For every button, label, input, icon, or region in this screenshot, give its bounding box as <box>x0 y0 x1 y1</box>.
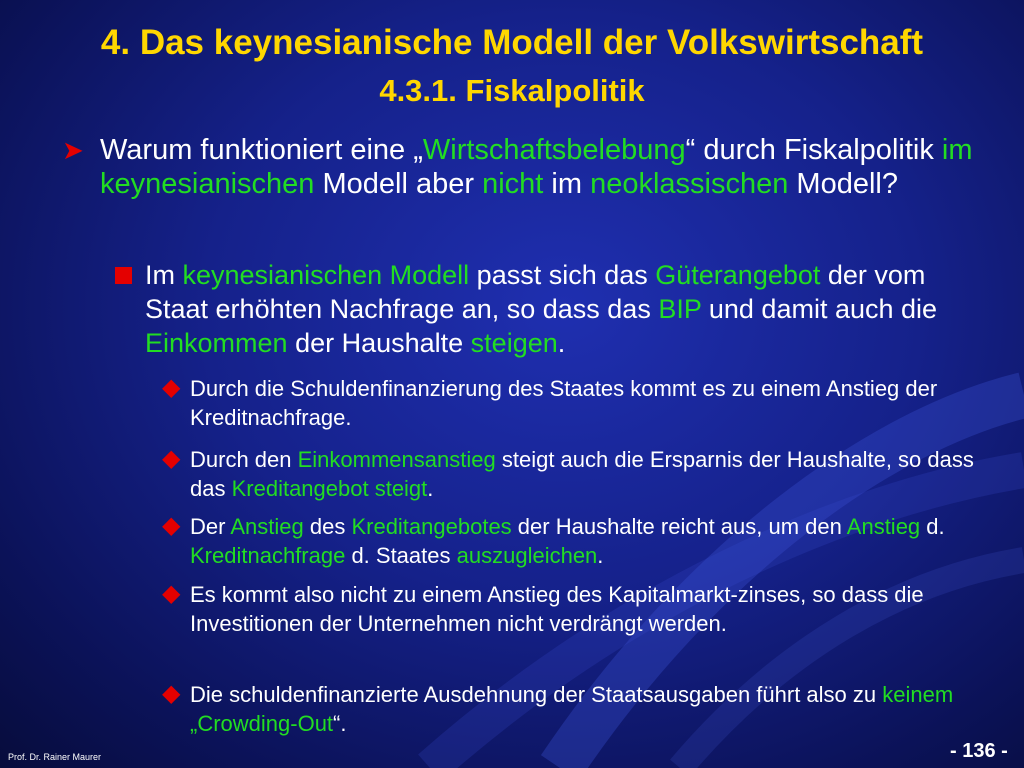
highlight-text: Kreditangebotes <box>351 514 512 539</box>
highlight-text: Wirtschaftsbelebung <box>422 134 686 166</box>
diamond-bullet-icon: ◆ <box>162 580 181 607</box>
highlight-text: BIP <box>658 294 702 324</box>
diamond-bullet-icon: ◆ <box>162 512 181 539</box>
highlight-text: nicht <box>482 168 544 200</box>
subpoint-1 <box>162 374 990 432</box>
text-segment: d. <box>920 514 945 539</box>
subpoint-5 <box>162 680 990 738</box>
text-segment: Der <box>190 514 231 539</box>
text-segment: “. <box>333 711 347 736</box>
highlight-text: auszugleichen <box>456 543 598 568</box>
highlight-text: Einkommen <box>145 328 288 358</box>
text-segment: Die schuldenfinanzierte Ausdehnung der Staatsausgaben führt also zu <box>190 682 883 707</box>
highlight-text: Kreditangebot steigt <box>231 476 428 501</box>
text-segment: . <box>427 476 434 501</box>
text-segment: passt sich das <box>469 260 656 290</box>
text-segment: Modell aber <box>314 168 483 200</box>
text-segment: der vom Staat erhöhten Nachfrage an, so dass das <box>145 260 926 324</box>
footer-author: Prof. Dr. Rainer Maurer <box>8 752 102 762</box>
arrow-bullet-icon: ➤ <box>62 135 84 165</box>
diamond-bullet-icon: ◆ <box>162 374 181 401</box>
text-segment: . <box>557 328 566 358</box>
text-segment: Im <box>145 260 183 290</box>
highlight-text: im keynesianischen <box>100 134 973 200</box>
text-segment: Modell? <box>788 168 898 200</box>
text-segment: steigt auch die Ersparnis der Haushalte, so dass das <box>190 447 974 501</box>
subpoint-text <box>190 376 937 430</box>
highlight-text: keynesianischen Modell <box>182 260 470 290</box>
subpoint-3 <box>162 512 990 570</box>
highlight-text: keinem „Crowding-Out <box>190 682 954 736</box>
text-segment: Durch die Schuldenfinanzierung des Staates kommt es zu einem Anstieg der Kreditnachfrage. <box>190 376 938 430</box>
question-bullet <box>62 133 980 201</box>
text-segment: des <box>303 514 352 539</box>
subpoint-text <box>190 582 924 636</box>
highlight-text: Anstieg <box>230 514 304 539</box>
text-segment: im <box>543 168 591 200</box>
slide-title: 4. Das keynesianische Modell der Volkswirtschaft <box>100 23 924 62</box>
diamond-bullet-icon: ◆ <box>162 445 181 472</box>
subpoint-text <box>190 447 974 501</box>
text-segment: . <box>597 543 604 568</box>
highlight-text: Güterangebot <box>655 260 821 290</box>
subpoint-text <box>190 682 953 736</box>
text-segment: und damit auch die <box>701 294 938 324</box>
highlight-text: Anstieg <box>846 514 921 539</box>
slide-subtitle: 4.3.1. Fiskalpolitik <box>379 73 645 108</box>
point-bullet <box>145 258 975 360</box>
text-segment: “ durch Fiskalpolitik <box>685 134 942 166</box>
question-text <box>100 134 973 200</box>
page-number: - 136 - <box>950 740 1008 762</box>
highlight-text: Kreditnachfrage <box>190 543 346 568</box>
subpoint-4 <box>162 580 990 638</box>
highlight-text: steigen <box>470 328 558 358</box>
diamond-bullet-icon: ◆ <box>162 680 181 707</box>
text-segment: Es kommt also nicht zu einem Anstieg des Kapitalmarkt-zinses, so dass die Investitionen der Unternehmen nicht verdrängt werden. <box>190 582 924 636</box>
highlight-text: neoklassischen <box>590 168 789 200</box>
point-text <box>145 260 937 358</box>
text-segment: d. Staates <box>345 543 457 568</box>
text-segment: Durch den <box>190 447 298 472</box>
highlight-text: Einkommensanstieg <box>297 447 496 472</box>
text-segment: der Haushalte <box>287 328 471 358</box>
text-segment: Warum funktioniert eine „ <box>100 134 423 166</box>
square-bullet-icon <box>115 267 132 284</box>
subpoint-text <box>190 514 945 568</box>
subpoint-2 <box>162 445 990 503</box>
text-segment: der Haushalte reicht aus, um den <box>511 514 847 539</box>
